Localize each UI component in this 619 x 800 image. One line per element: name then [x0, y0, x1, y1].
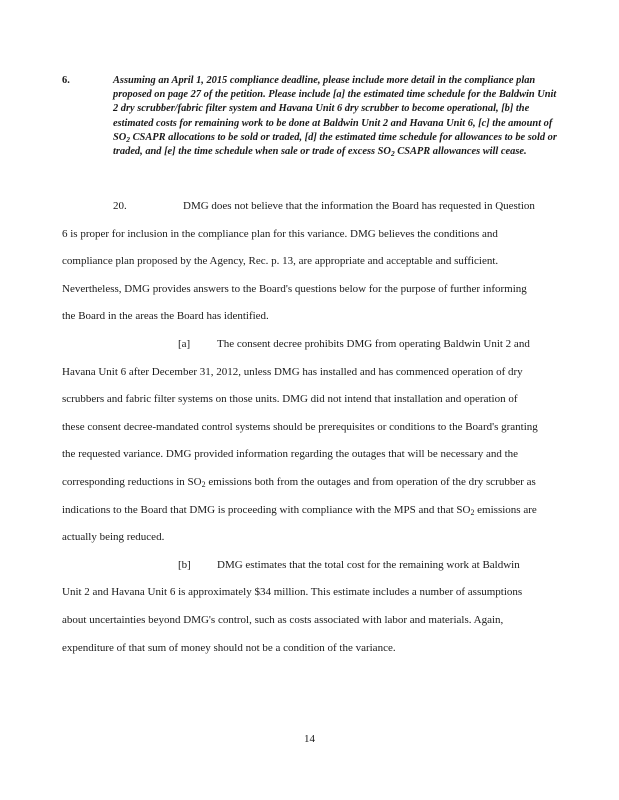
question-block [62, 74, 562, 159]
paragraph-number: 20. [113, 200, 127, 212]
paragraph-text: The consent decree prohibits DMG from operating Baldwin Unit 2 and Havana Unit 6 after December 31, 2012, unless DMG has installed and has commenced operation of dry scrubbers and fabric filter systems on those units. DMG did not intend that installation and operation of these consent decree-mandated control systems should be prerequisites or conditions to the Board's granting the requested variance. DMG provided information regarding the outages that will be necessary and the corresponding reductions in SO [62, 337, 538, 488]
question-number: 6. [62, 75, 70, 86]
question-text: Assuming an April 1, 2015 compliance deadline, please include more detail in the compliance plan proposed on page 27 of the petition. Please include [a] the estimated time schedule for the Baldwin Unit 2 dry scrubber/fabric filter system and Havana Unit 6 dry scrubber to become operational, [b] the estimated costs for remaining work to be done at Baldwin Unit 2 and Havana Unit 6, [c] the amount of $SO_2$ CSAPR allocations to be sold or traded, [d] the estimated time schedule for allowances to be sold or traded, and [e] the time schedule when sale or trade of excess $SO_2$ CSAPR allowances will cease. [113, 75, 557, 158]
answer-body [62, 193, 542, 662]
paragraph-a: [a] The consent decree prohibits DMG from operating Baldwin Unit 2 and Havana Unit 6 after December 31, 2012, unless DMG has installed and has commenced operation of dry scrubbers and fabric filter systems on those units. DMG did not intend that installation and operation of these consent decree-mandated control systems should be prerequisites or conditions to the Board's granting the requested variance. DMG provided information regarding the outages that will be necessary and the corresponding reductions in $SO_2$ emissions both from the outages and from operation of the dry scrubber as indications to the Board that DMG is proceeding with compliance with the MPS and that $SO_2$ emissions are actually being reduced. [62, 331, 542, 552]
paragraph-text: DMG does not believe that the information the Board has requested in Question 6 is proper for inclusion in the compliance plan for this variance. DMG believes the conditions and compliance plan proposed by the Agency, Rec. p. 13, are appropriate and acceptable and sufficient. Nevertheless, DMG provides answers to the Board's questions below for the purpose of further informing the Board in the areas the Board has identified. [62, 200, 535, 323]
paragraph-20 [62, 193, 542, 331]
paragraph-label: [a] [178, 337, 191, 350]
paragraph-label: [b] [178, 558, 191, 571]
paragraph-text: DMG estimates that the total cost for the remaining work at Baldwin Unit 2 and Havana Unit 6 is approximately $34 million. This estimate includes a number of assumptions about uncertainties beyond DMG's control, such as costs associated with labor and materials. Again, expenditure of that sum of money should not be a condition of the variance. [62, 558, 523, 654]
page-number: 14 [304, 733, 315, 745]
paragraph-b [62, 552, 542, 662]
